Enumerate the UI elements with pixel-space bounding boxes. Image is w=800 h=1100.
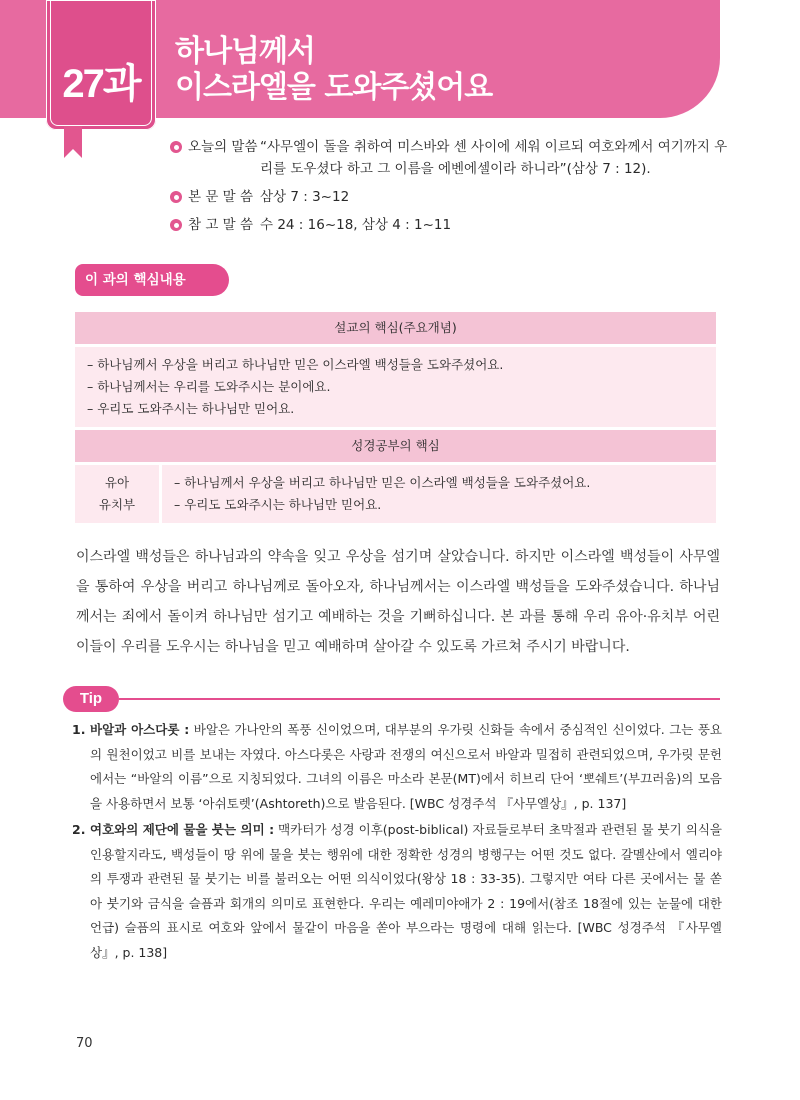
tip-item (72, 718, 722, 816)
circle-bullet-icon (170, 141, 182, 153)
info-row-today-word (170, 136, 730, 180)
tip-item (72, 818, 722, 965)
tip-heading: 여호와의 제단에 물을 붓는 의미 : (90, 822, 275, 837)
info-row-reference (170, 214, 730, 236)
circle-bullet-icon (170, 219, 182, 231)
lesson-title-line-2: 이스라엘을 도와주셨어요 (175, 70, 493, 105)
lesson-title (175, 34, 492, 106)
info-value: 삼상 7 : 3~12 (260, 189, 350, 205)
lesson-title-line-1: 하나님께서 (175, 34, 315, 69)
study-point: – 하나님께서 우상을 버리고 하나님만 믿은 이스라엘 백성들을 도와주셨어요. (174, 475, 591, 490)
bookmark-ribbon-icon (64, 126, 82, 158)
lesson-number-tab (46, 0, 156, 130)
tip-number: 1. (72, 722, 86, 737)
sermon-point: – 하나님께서는 우리를 도와주시는 분이에요. (87, 379, 331, 394)
tip-divider (119, 698, 720, 700)
age-group: 유아 (104, 475, 130, 490)
info-label: 참 고 말 씀 (188, 217, 254, 233)
age-group-column (75, 465, 162, 523)
tip-label: Tip (63, 686, 119, 712)
study-point: – 우리도 도와주시는 하나님만 믿어요. (174, 497, 382, 512)
study-core-points (162, 465, 716, 523)
tip-heading: 바알과 아스다롯 : (90, 722, 190, 737)
sermon-core-header: 설교의 핵심(주요개념) (75, 312, 716, 347)
info-value: “사무엘이 돌을 취하여 미스바와 센 사이에 세워 이르되 여호와께서 여기까지 우리를 도우셨다 하고 그 이름을 에벤에셀이라 하니라”(삼상 7 : 12). (260, 139, 728, 177)
scripture-info (170, 136, 730, 242)
tip-number: 2. (72, 822, 86, 837)
info-row-main-text (170, 186, 730, 208)
core-section-title: 이 과의 핵심내용 (75, 264, 229, 296)
study-core-header: 성경공부의 핵심 (75, 430, 716, 465)
sermon-point: – 하나님께서 우상을 버리고 하나님만 믿은 이스라엘 백성들을 도와주셨어요. (87, 357, 504, 372)
sermon-core-points (75, 347, 716, 430)
circle-bullet-icon (170, 191, 182, 203)
info-label: 오늘의 말씀 (188, 139, 258, 155)
core-content-table (75, 312, 716, 523)
info-label: 본 문 말 씀 (188, 189, 254, 205)
page-number: 70 (76, 1036, 93, 1051)
lesson-summary-paragraph: 이스라엘 백성들은 하나님과의 약속을 잊고 우상을 섬기며 살았습니다. 하지만 이스라엘 백성들이 사무엘을 통하여 우상을 버리고 하나님께로 돌아오자, 하나님께서는 이스라엘 백성들을 도와주셨습니다. 하나님께서는 죄에서 돌이켜 하나님만 섬기고 예배하는 것을 기뻐하십니다. 본 과를 통해 우리 유아·유치부 어린이들이 우리를 도우시는 하나님을 믿고 예배하며 살아갈 수 있도록 가르쳐 주시기 바랍니다. (76, 549, 720, 655)
tip-text: 맥카터가 성경 이후(post-biblical) 자료들로부터 초막절과 관련된 물 붓기 의식을 인용할지라도, 백성들이 땅 위에 물을 붓는 행위에 대한 정확한 성경의 병행구는 어떤 것도 없다. 갈멜산에서 엘리야의 투쟁과 관련된 물 붓기는 비를 불러오는 어떤 의식이었다(왕상 18 : 33-35). 그렇지만 여타 다른 곳에서는 물 쏟아 붓기와 금식을 슬픔과 회개의 의미로 표현한다. 우리는 예레미야애가 2 : 19에서(참조 18절에 있는 눈물에 대한 언급) 슬픔의 표시로 여호와 앞에서 물같이 마음을 쏟아 부으라는 명령에 대해 읽는다. [WBC 성경주석 『사무엘상』, p. 138] (90, 822, 723, 960)
tip-list (72, 718, 722, 967)
lesson-number: 27과 (62, 62, 140, 106)
tip-text: 바알은 가나안의 폭풍 신이었으며, 대부분의 우가릿 신화들 속에서 중심적인 신이었다. 그는 풍요의 원천이었고 비를 보내는 자였다. 아스다롯은 사랑과 전쟁의 여신으로서 바알과 밀접히 관련되었으며, 우가릿 문헌에서는 “바알의 이름”으로 지칭되었다. 그녀의 이름은 마소라 본문(MT)에서 히브리 단어 ‘뽀쉐트’(부끄러움)의 모음을 사용하면서 보통 ‘아쉬토렛’(Ashtoreth)으로 발음된다. [WBC 성경주석 『사무엘상』, p. 137] (90, 722, 722, 811)
age-group: 유치부 (98, 497, 136, 512)
sermon-point: – 우리도 도와주시는 하나님만 믿어요. (87, 401, 295, 416)
info-value: 수 24 : 16~18, 삼상 4 : 1~11 (260, 217, 452, 233)
study-core-row (75, 465, 716, 523)
